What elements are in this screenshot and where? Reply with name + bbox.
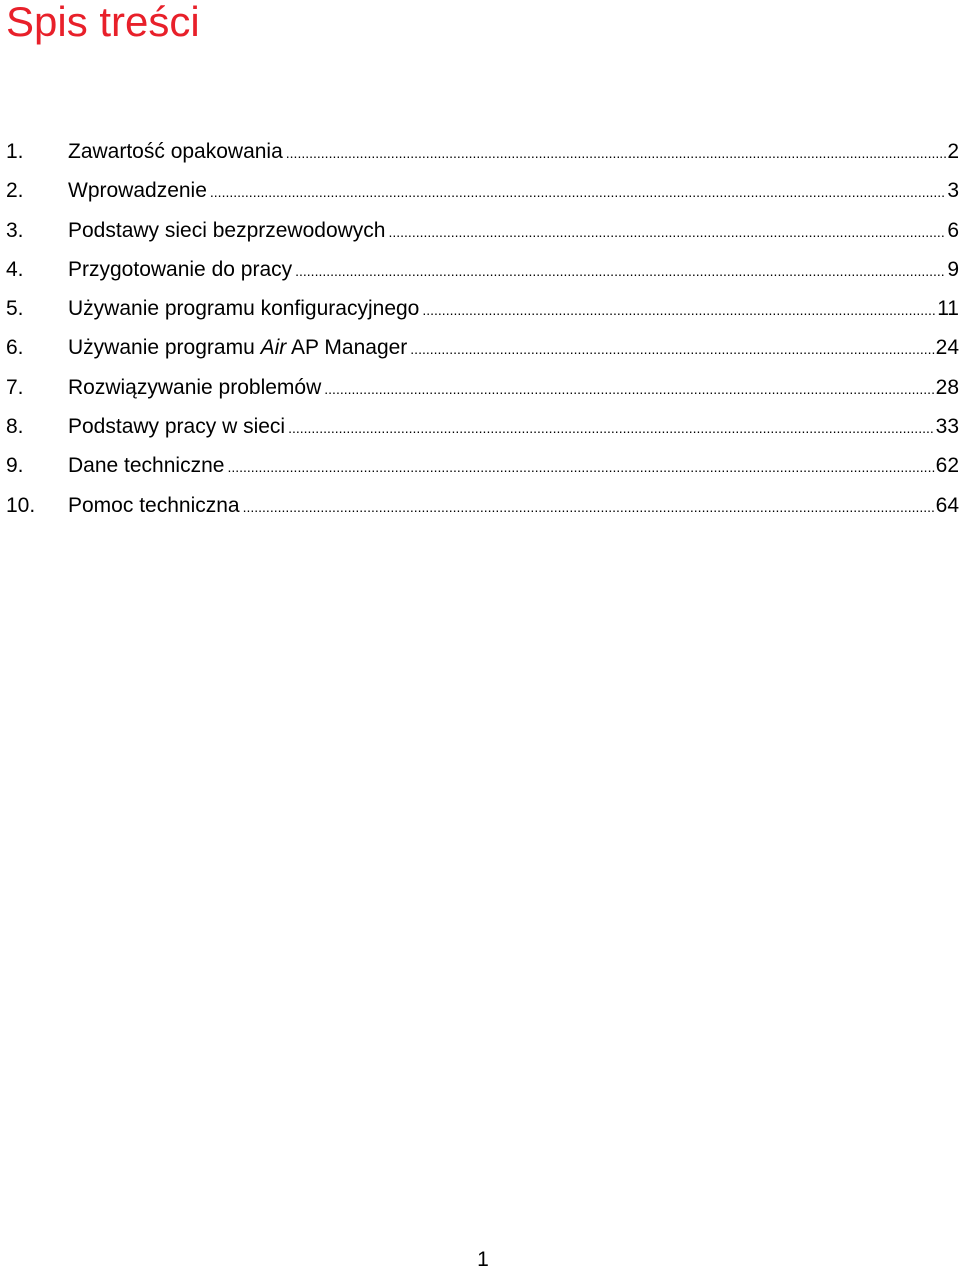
toc-entry-page: 24	[935, 336, 959, 360]
toc-entry-number: 9.	[6, 454, 24, 478]
toc-dot-leader	[422, 292, 936, 328]
toc-dot-leader	[210, 174, 946, 210]
toc-entry-page: 11	[937, 297, 959, 321]
toc-entry-label-end: AP Manager	[286, 336, 408, 360]
toc-entry-5[interactable]	[0, 291, 960, 330]
toc-entry-8[interactable]	[0, 409, 960, 448]
toc-entry-number: 4.	[6, 257, 24, 281]
toc-entry-page: 33	[935, 415, 959, 439]
toc-entry-label	[68, 330, 407, 366]
toc-dot-leader	[295, 253, 946, 289]
toc-entry-number: 6.	[6, 336, 24, 360]
toc-entry-label-start: Używanie programu	[68, 336, 261, 360]
toc-entry-1[interactable]	[0, 134, 960, 173]
toc-entry-label: Dane techniczne	[68, 454, 225, 478]
toc-dot-leader	[243, 489, 935, 525]
toc-entry-10[interactable]	[0, 488, 960, 527]
toc-entry-label: Używanie programu konfiguracyjnego	[68, 297, 420, 321]
toc-entry-label: Podstawy sieci bezprzewodowych	[68, 218, 386, 242]
toc-entry-label: Rozwiązywanie problemów	[68, 375, 322, 399]
toc-entry-3[interactable]	[0, 213, 960, 252]
toc-entry-page: 9	[947, 257, 959, 281]
toc-entry-number: 7.	[6, 375, 24, 399]
toc-dot-leader	[388, 214, 946, 250]
toc-dot-leader	[410, 331, 934, 367]
table-of-contents	[0, 134, 960, 527]
toc-entry-number: 3.	[6, 218, 24, 242]
toc-entry-page: 6	[947, 218, 959, 242]
toc-entry-page: 62	[935, 454, 959, 478]
toc-dot-leader	[286, 135, 947, 171]
toc-entry-label: Podstawy pracy w sieci	[68, 415, 286, 439]
toc-entry-label: Zawartość opakowania	[68, 140, 283, 163]
toc-dot-leader	[288, 410, 935, 446]
toc-entry-label: Przygotowanie do pracy	[68, 257, 293, 281]
toc-entry-page: 2	[947, 140, 959, 163]
toc-entry-2[interactable]	[0, 173, 960, 212]
toc-entry-number: 10.	[6, 493, 36, 517]
page-title: Spis treści	[6, 0, 200, 45]
toc-entry-page: 64	[935, 493, 959, 517]
toc-entry-label-italic: Air	[260, 336, 287, 360]
toc-entry-page: 28	[935, 375, 959, 399]
toc-entry-7[interactable]	[0, 370, 960, 409]
toc-entry-9[interactable]	[0, 448, 960, 487]
toc-dot-leader	[324, 371, 934, 407]
toc-entry-label: Pomoc techniczna	[68, 493, 240, 517]
toc-entry-page: 3	[947, 179, 959, 203]
toc-entry-4[interactable]	[0, 252, 960, 291]
toc-entry-label: Wprowadzenie	[68, 179, 207, 203]
toc-entry-number: 2.	[6, 179, 24, 203]
toc-entry-number: 8.	[6, 415, 24, 439]
toc-dot-leader	[227, 449, 934, 485]
toc-entry-6[interactable]	[0, 330, 960, 369]
toc-entry-number: 5.	[6, 297, 24, 321]
page-number: 1	[477, 1248, 489, 1271]
toc-entry-number: 1.	[6, 140, 24, 163]
